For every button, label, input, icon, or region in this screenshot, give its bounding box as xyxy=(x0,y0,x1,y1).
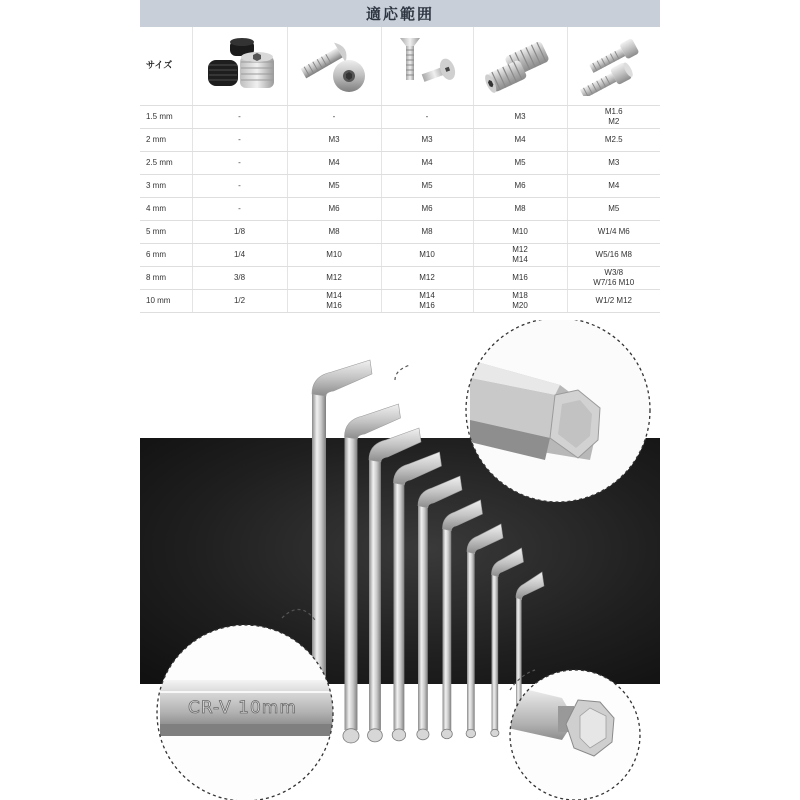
button-head-screw-icon xyxy=(287,27,381,106)
hex-key-arm xyxy=(345,404,401,439)
table-cell xyxy=(192,198,287,221)
table-cell xyxy=(567,221,660,244)
table-cell xyxy=(567,267,660,290)
table-row xyxy=(140,267,660,290)
cell-value: M5 xyxy=(514,158,526,167)
cell-value: M16 xyxy=(419,301,435,310)
cell-value: - xyxy=(238,135,241,144)
compatibility-table-section xyxy=(140,0,660,313)
hex-key-arm xyxy=(312,360,372,396)
cell-value: W1/2 M12 xyxy=(595,296,632,305)
table-cell xyxy=(473,221,567,244)
table-cell xyxy=(567,244,660,267)
table-cell xyxy=(287,175,381,198)
table-cell xyxy=(567,290,660,313)
size-cell: 4 mm xyxy=(140,198,192,221)
table-cell xyxy=(381,106,473,129)
cell-value: M10 xyxy=(326,250,342,259)
cell-value: - xyxy=(332,112,336,121)
table-title: 適応範囲 xyxy=(140,0,660,27)
table-row xyxy=(140,152,660,175)
table-cell xyxy=(192,267,287,290)
size-cell: 2.5 mm xyxy=(140,152,192,175)
cell-value: M3 xyxy=(514,112,526,121)
cell-value: M2.5 xyxy=(604,135,623,144)
table-cell xyxy=(192,129,287,152)
size-header: サイズ xyxy=(146,61,173,71)
cell-value: M10 xyxy=(512,227,528,236)
table-cell xyxy=(287,106,381,129)
table-cell xyxy=(473,129,567,152)
table-cell xyxy=(381,221,473,244)
hex-key-ball-end xyxy=(491,729,499,736)
cell-value: M4 xyxy=(514,135,526,144)
table-cell xyxy=(192,175,287,198)
cell-value: - xyxy=(238,112,241,121)
cell-value: M6 xyxy=(421,204,433,213)
table-cell xyxy=(287,267,381,290)
cell-value: M6 xyxy=(328,204,340,213)
cell-value: W1/4 M6 xyxy=(597,227,630,236)
cell-value: M14 xyxy=(512,255,528,264)
table-cell xyxy=(192,290,287,313)
cell-value: M12 xyxy=(512,245,528,254)
zoom-engraving xyxy=(157,625,334,800)
compatibility-table xyxy=(140,27,660,313)
table-cell xyxy=(287,198,381,221)
hex-key-shaft xyxy=(369,458,381,730)
cell-value: M18 xyxy=(512,291,528,300)
hex-key-ball-end xyxy=(417,729,429,740)
table-cell xyxy=(473,152,567,175)
table-cell xyxy=(192,106,287,129)
table-cell xyxy=(473,175,567,198)
hex-key-ball-end xyxy=(441,729,452,739)
size-header-cell xyxy=(140,27,192,106)
table-icon-row xyxy=(140,27,660,106)
hex-key-set-photo xyxy=(0,320,800,800)
table-cell xyxy=(567,106,660,129)
flat-head-screw-icon xyxy=(381,27,473,106)
cell-value: W5/16 M8 xyxy=(595,250,632,259)
hex-key-ball-end xyxy=(368,729,383,742)
hex-key-shaft xyxy=(443,527,452,730)
table-row xyxy=(140,175,660,198)
hex-key-shaft xyxy=(394,481,405,730)
table-cell xyxy=(381,267,473,290)
table-cell xyxy=(287,290,381,313)
hex-key-ball-end xyxy=(466,729,476,737)
cell-value: M16 xyxy=(326,301,342,310)
cell-value: M3 xyxy=(608,158,620,167)
socket-cap-screw-icon xyxy=(567,27,660,106)
hex-key-shaft xyxy=(418,504,428,730)
hex-key-ball-end xyxy=(392,729,405,741)
cell-value: M6 xyxy=(514,181,526,190)
table-cell xyxy=(287,244,381,267)
table-row xyxy=(140,129,660,152)
cell-value: M10 xyxy=(419,250,435,259)
cell-value: W3/8 xyxy=(604,268,624,277)
cell-value: W7/16 M10 xyxy=(593,278,635,287)
cell-value: 3/8 xyxy=(233,273,246,282)
table-cell xyxy=(381,244,473,267)
table-cell xyxy=(287,129,381,152)
table-cell xyxy=(473,267,567,290)
cell-value: M8 xyxy=(328,227,340,236)
table-cell xyxy=(381,290,473,313)
cell-value: M20 xyxy=(512,301,528,310)
size-cell: 3 mm xyxy=(140,175,192,198)
table-cell xyxy=(192,152,287,175)
hex-key-shaft xyxy=(467,550,475,730)
cell-value: M14 xyxy=(419,291,435,300)
cell-value: M5 xyxy=(608,204,620,213)
size-cell: 10 mm xyxy=(140,290,192,313)
table-row xyxy=(140,106,660,129)
table-cell xyxy=(287,221,381,244)
table-cell xyxy=(473,106,567,129)
table-cell xyxy=(381,175,473,198)
cell-value: M5 xyxy=(328,181,340,190)
table-row xyxy=(140,290,660,313)
zoom-ball-end xyxy=(508,670,640,800)
engraving-text: CR-V 10mm xyxy=(188,698,297,718)
table-cell xyxy=(381,152,473,175)
cell-value: 1/2 xyxy=(233,296,246,305)
cell-value: M3 xyxy=(328,135,340,144)
table-cell xyxy=(567,152,660,175)
table-cell xyxy=(567,198,660,221)
cell-value: M8 xyxy=(514,204,526,213)
size-cell: 5 mm xyxy=(140,221,192,244)
cell-value: M5 xyxy=(421,181,433,190)
cell-value: M16 xyxy=(512,273,528,282)
hex-key-shaft xyxy=(345,435,358,730)
cell-value: M1.6 xyxy=(604,107,623,116)
hex-key-shaft xyxy=(492,573,499,730)
hex-key-ball-end xyxy=(343,729,359,743)
size-cell: 6 mm xyxy=(140,244,192,267)
cell-value: - xyxy=(238,181,241,190)
grub-screw-icon xyxy=(473,27,567,106)
table-cell xyxy=(287,152,381,175)
cell-value: M12 xyxy=(326,273,342,282)
table-cell xyxy=(473,198,567,221)
cell-value: - xyxy=(238,204,241,213)
set-screw-icon xyxy=(192,27,287,106)
table-cell xyxy=(567,175,660,198)
table-row xyxy=(140,221,660,244)
cell-value: 1/8 xyxy=(233,227,246,236)
table-cell xyxy=(192,221,287,244)
cell-value: M4 xyxy=(608,181,620,190)
cell-value: - xyxy=(425,112,429,121)
cell-value: M4 xyxy=(328,158,340,167)
cell-value: M2 xyxy=(608,117,620,126)
size-cell: 2 mm xyxy=(140,129,192,152)
callout-line-top xyxy=(395,365,410,380)
cell-value: M8 xyxy=(421,227,433,236)
size-cell: 8 mm xyxy=(140,267,192,290)
table-row xyxy=(140,198,660,221)
cell-value: M4 xyxy=(421,158,433,167)
cell-value: M3 xyxy=(421,135,433,144)
table-cell xyxy=(381,198,473,221)
table-cell xyxy=(473,290,567,313)
table-cell xyxy=(473,244,567,267)
cell-value: M12 xyxy=(419,273,435,282)
cell-value: - xyxy=(238,158,241,167)
table-cell xyxy=(567,129,660,152)
table-row xyxy=(140,244,660,267)
cell-value: M14 xyxy=(326,291,342,300)
table-cell xyxy=(192,244,287,267)
table-cell xyxy=(381,129,473,152)
size-cell: 1.5 mm xyxy=(140,106,192,129)
cell-value: 1/4 xyxy=(233,250,246,259)
